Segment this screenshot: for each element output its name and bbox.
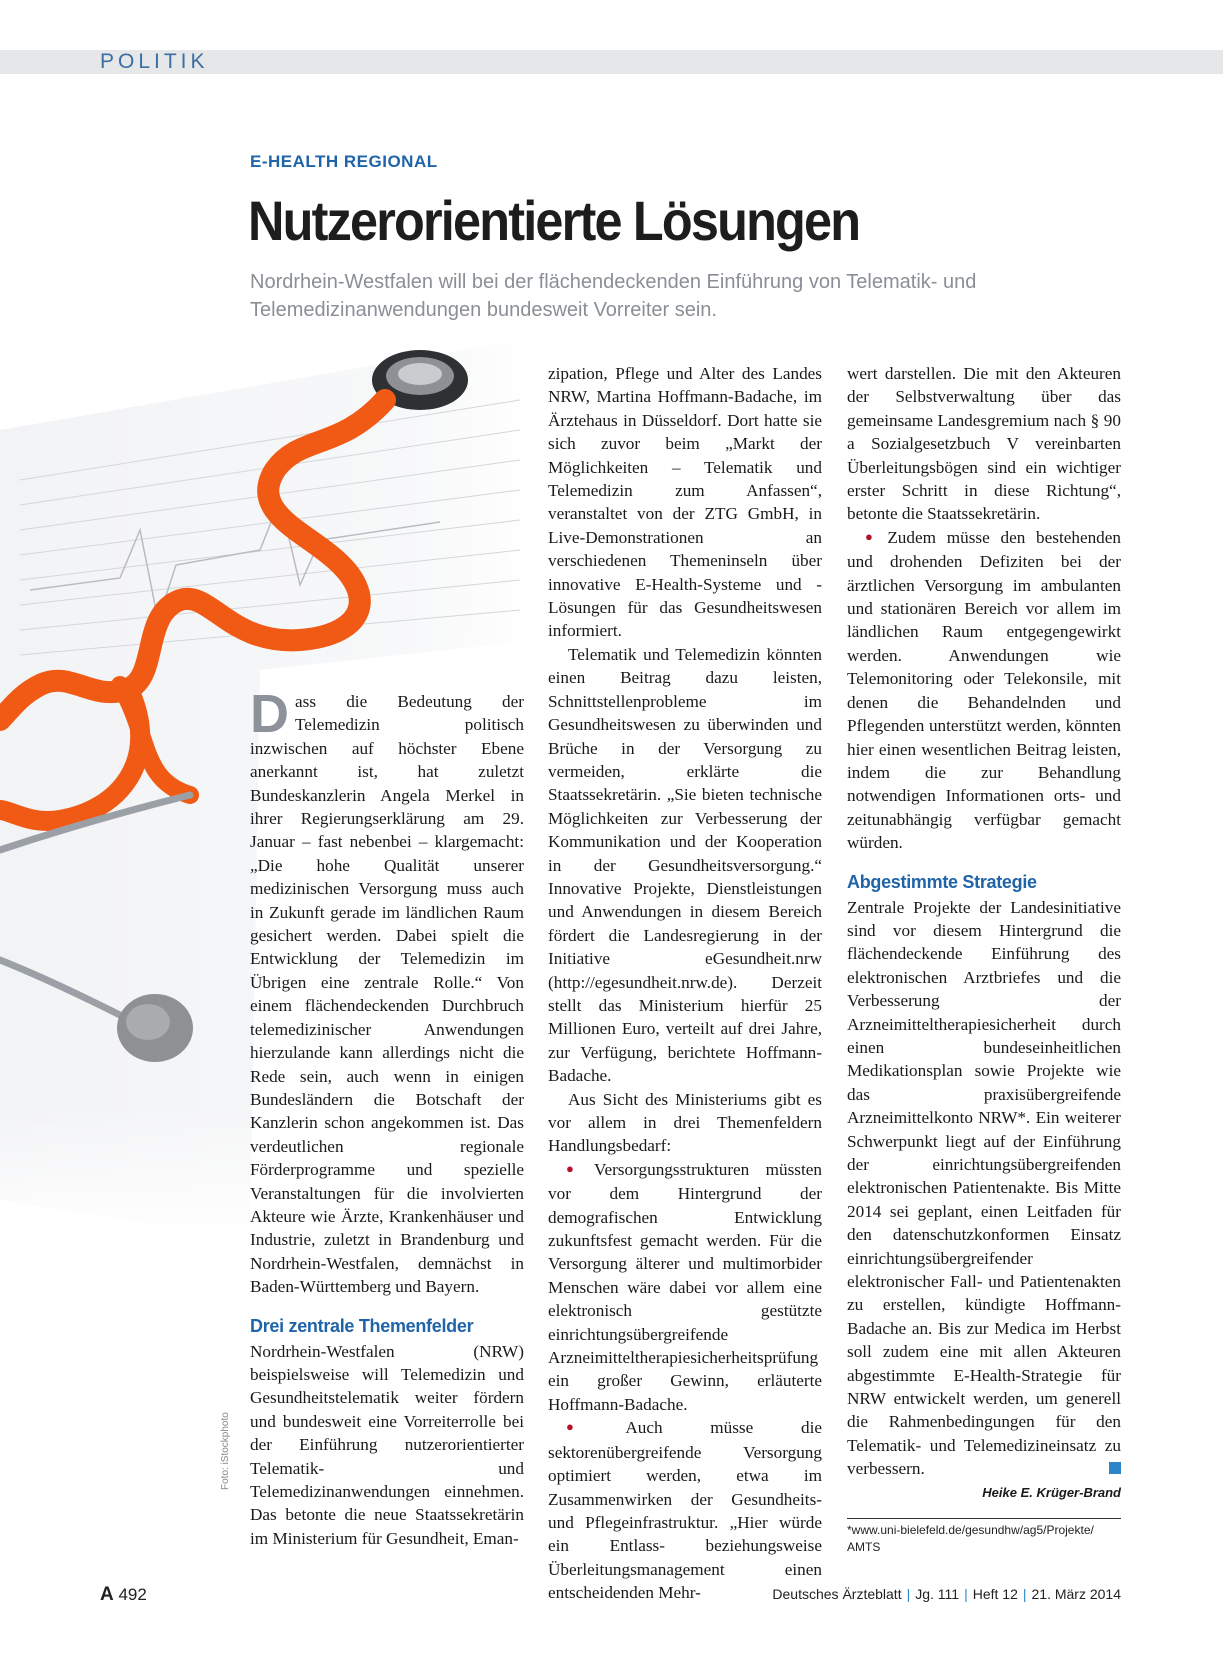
subheading: Drei zentrale Themenfelder [250,1315,474,1336]
bullet-item: ● Auch müsse die sektorenübergreifende Versorgung optimiert werden, etwa im Zusammenwirken der Gesundheits- und Pflegeinfrastruktur. „Hier würde ein Entlass- beziehungsweise Überleitungsmanagement einen entscheidenden Mehr- [548,1418,822,1603]
author-byline: Heike E. Krüger-Brand [982,1484,1121,1500]
publication-info: Deutsches Ärzteblatt | Jg. 111 | Heft 12 | 21. März 2014 [772,1586,1121,1602]
photo-credit: Foto: iStockphoto [220,1412,231,1490]
article-column-3 [847,362,1121,1503]
article-column-2 [548,362,822,1605]
volume: Jg. 111 [915,1586,960,1602]
paragraph: Nordrhein-Westfalen (NRW) beispielsweise will Telemedizin und Gesundheitstelematik weiter fördern und bundesweit eine Vorreiterrolle bei der Einführung nutzerorientierter Telematik- und Telemedizinanwendungen einnehmen. Das betonte die neue Staatssekretärin im Ministerium für Gesundheit, Eman- [250,1341,524,1548]
paragraph: Aus Sicht des Ministeriums gibt es vor allem in drei Themenfeldern Handlungsbedarf: [548,1089,822,1156]
footnote: *www.uni-bielefeld.de/gesundhw/ag5/Projekte/ AMTS [847,1523,1094,1554]
paragraph: Telematik und Telemedizin könnten einen Beitrag dazu leisten, Schnittstellenprobleme im Gesundheitswesen zu überwinden und Brüche in der Versorgung zu vermeiden, erklärte die Staatssekretärin. „Sie bieten technische Möglichkeiten zur Verbesserung der Kommunikation und der Kooperation in der Gesundheitsversorgung.“ Innovative Projekte, Dienstleistungen und Anwendungen in diesem Bereich fördert die Landesregierung in der Initiative eGesundheit.nrw (http://egesundheit.nrw.de). Derzeit stellt das Ministerium hierfür 25 Millionen Euro, verteilt auf drei Jahre, zur Verfügung, berichtete Hoffmann-Badache. [548,644,822,1086]
issue: Heft 12 [972,1586,1018,1602]
bullet-item: ● Zudem müsse den bestehenden und drohenden Defiziten bei der ärztlichen Versorgung im ambulanten und stationären Bereich vor allem im ländlichen Raum entgegengewirkt werden. Anwendungen wie Telemonitoring oder Telekonsile, mit denen die Behandelnden und Pflegenden unterstützt werden, könnten hier einen wesentlichen Beitrag leisten, indem die zur Behandlung notwendigen Informationen orts- und zeitunabhängig verfügbar gemacht würden. [847,527,1121,853]
article-kicker: E-HEALTH REGIONAL [250,152,438,171]
article-headline: Nutzerorientierte Lösungen [248,189,860,252]
bullet-icon: ● [865,528,880,544]
subheading: Abgestimmte Strategie [847,871,1037,892]
drop-cap: D [250,684,289,744]
paragraph: ass die Bedeutung der Telemedizin politisch inzwischen auf höchster Ebene anerkannt ist, hat zuletzt Bundeskanzlerin Angela Merkel in ihrer Regierungserklärung am 29. Januar – fast nebenbei – klargemacht: „Die hohe Qualität unserer medizinischen Versorgung muss auch in Zukunft gerade im ländlichen Raum gesichert werden. Dabei spielt die Entwicklung der Telemedizin im Übrigen eine zentrale Rolle.“ Von einem flächendeckenden Durchbruch telemedizinischer Anwendungen hierzulande kann allerdings nicht die Rede sein, auch wenn in einigen Bundesländern die Botschaft der Kanzlerin schon angekommen ist. Das verdeutlichen regionale Förderprogramme und spezielle Veranstaltungen für die involvierten Akteure wie Ärzte, Krankenhäuser und Industrie, zuletzt in Brandenburg und Nordrhein-Westfalen, demnächst in Baden-Württemberg und Bayern. [250,692,524,1297]
bullet-icon: ● [566,1419,618,1435]
bullet-icon: ● [566,1160,586,1176]
paragraph: wert darstellen. Die mit den Akteuren der Selbstverwaltung über das gemeinsame Landesgremium nach § 90 a Sozialgesetzbuch V vereinbarten Überleitungsbögen sind ein wichtiger erster Schritt in diese Richtung“, betonte die Staatssekretärin. [847,364,1121,524]
footnote-divider [847,1518,1121,1519]
publication-name: Deutsches Ärzteblatt [772,1586,902,1602]
end-mark-icon [1109,1462,1121,1474]
bullet-item: ● Versorgungsstrukturen müssten vor dem Hintergrund der demografischen Entwicklung zukunftsfest gemacht werden. Für die Versorgung älterer und multimorbider Menschen wäre dabei vor allem eine elektronisch gestützte einrichtungsübergreifende Arzneimitteltherapiesicherheitsprüfung ein großer Gewinn, erläuterte Hoffmann-Badache. [548,1159,822,1414]
article-column-1 [250,684,524,1550]
paragraph: zipation, Pflege und Alter des Landes NRW, Martina Hoffmann-Badache, im Ärztehaus in Düsseldorf. Dort hatte sie sich zuvor beim „Markt der Möglichkeiten – Telematik und Telemedizin zum Anfassen“, veranstaltet von der ZTG GmbH, in Live-Demonstrationen an verschiedenen Themeninseln über innovative E-Health-Systeme und -Lösungen für das Gesundheitswesen informiert. [548,364,822,641]
issue-date: 21. März 2014 [1031,1586,1121,1602]
page-number: A 492 [100,1584,147,1605]
section-label: POLITIK [100,50,209,73]
paragraph: Zentrale Projekte der Landesinitiative sind vor diesem Hintergrund die flächendeckende Einführung des elektronischen Arztbriefes und die Verbesserung der Arzneimitteltherapiesicherheit durch einen bundeseinheitlichen Medikationsplan sowie Projekte wie das praxisübergreifende Arzneimittelkonto NRW*. Ein weiterer Schwerpunkt liegt auf der Einführung der einrichtungsübergreifenden elektronischen Patientenakte. Bis Mitte 2014 sei geplant, einen Leitfaden für den datenschutzkonformen Einsatz einrichtungsübergreifender elektronischer Fall- und Patientenakten zu erstellen, kündigte Hoffmann-Badache an. Bis zur Medica im Herbst soll zudem eine mit allen Akteuren abgestimmte E-Health-Strategie für NRW entwickelt werden, um generell die Rahmenbedingungen für den Telematik- und Telemedizineinsatz zu verbessern. [847,897,1121,1479]
article-lead: Nordrhein-Westfalen will bei der flächendeckenden Einführung von Telematik- und Telemedizinanwendungen bundesweit Vorreiter sein. [250,271,977,321]
